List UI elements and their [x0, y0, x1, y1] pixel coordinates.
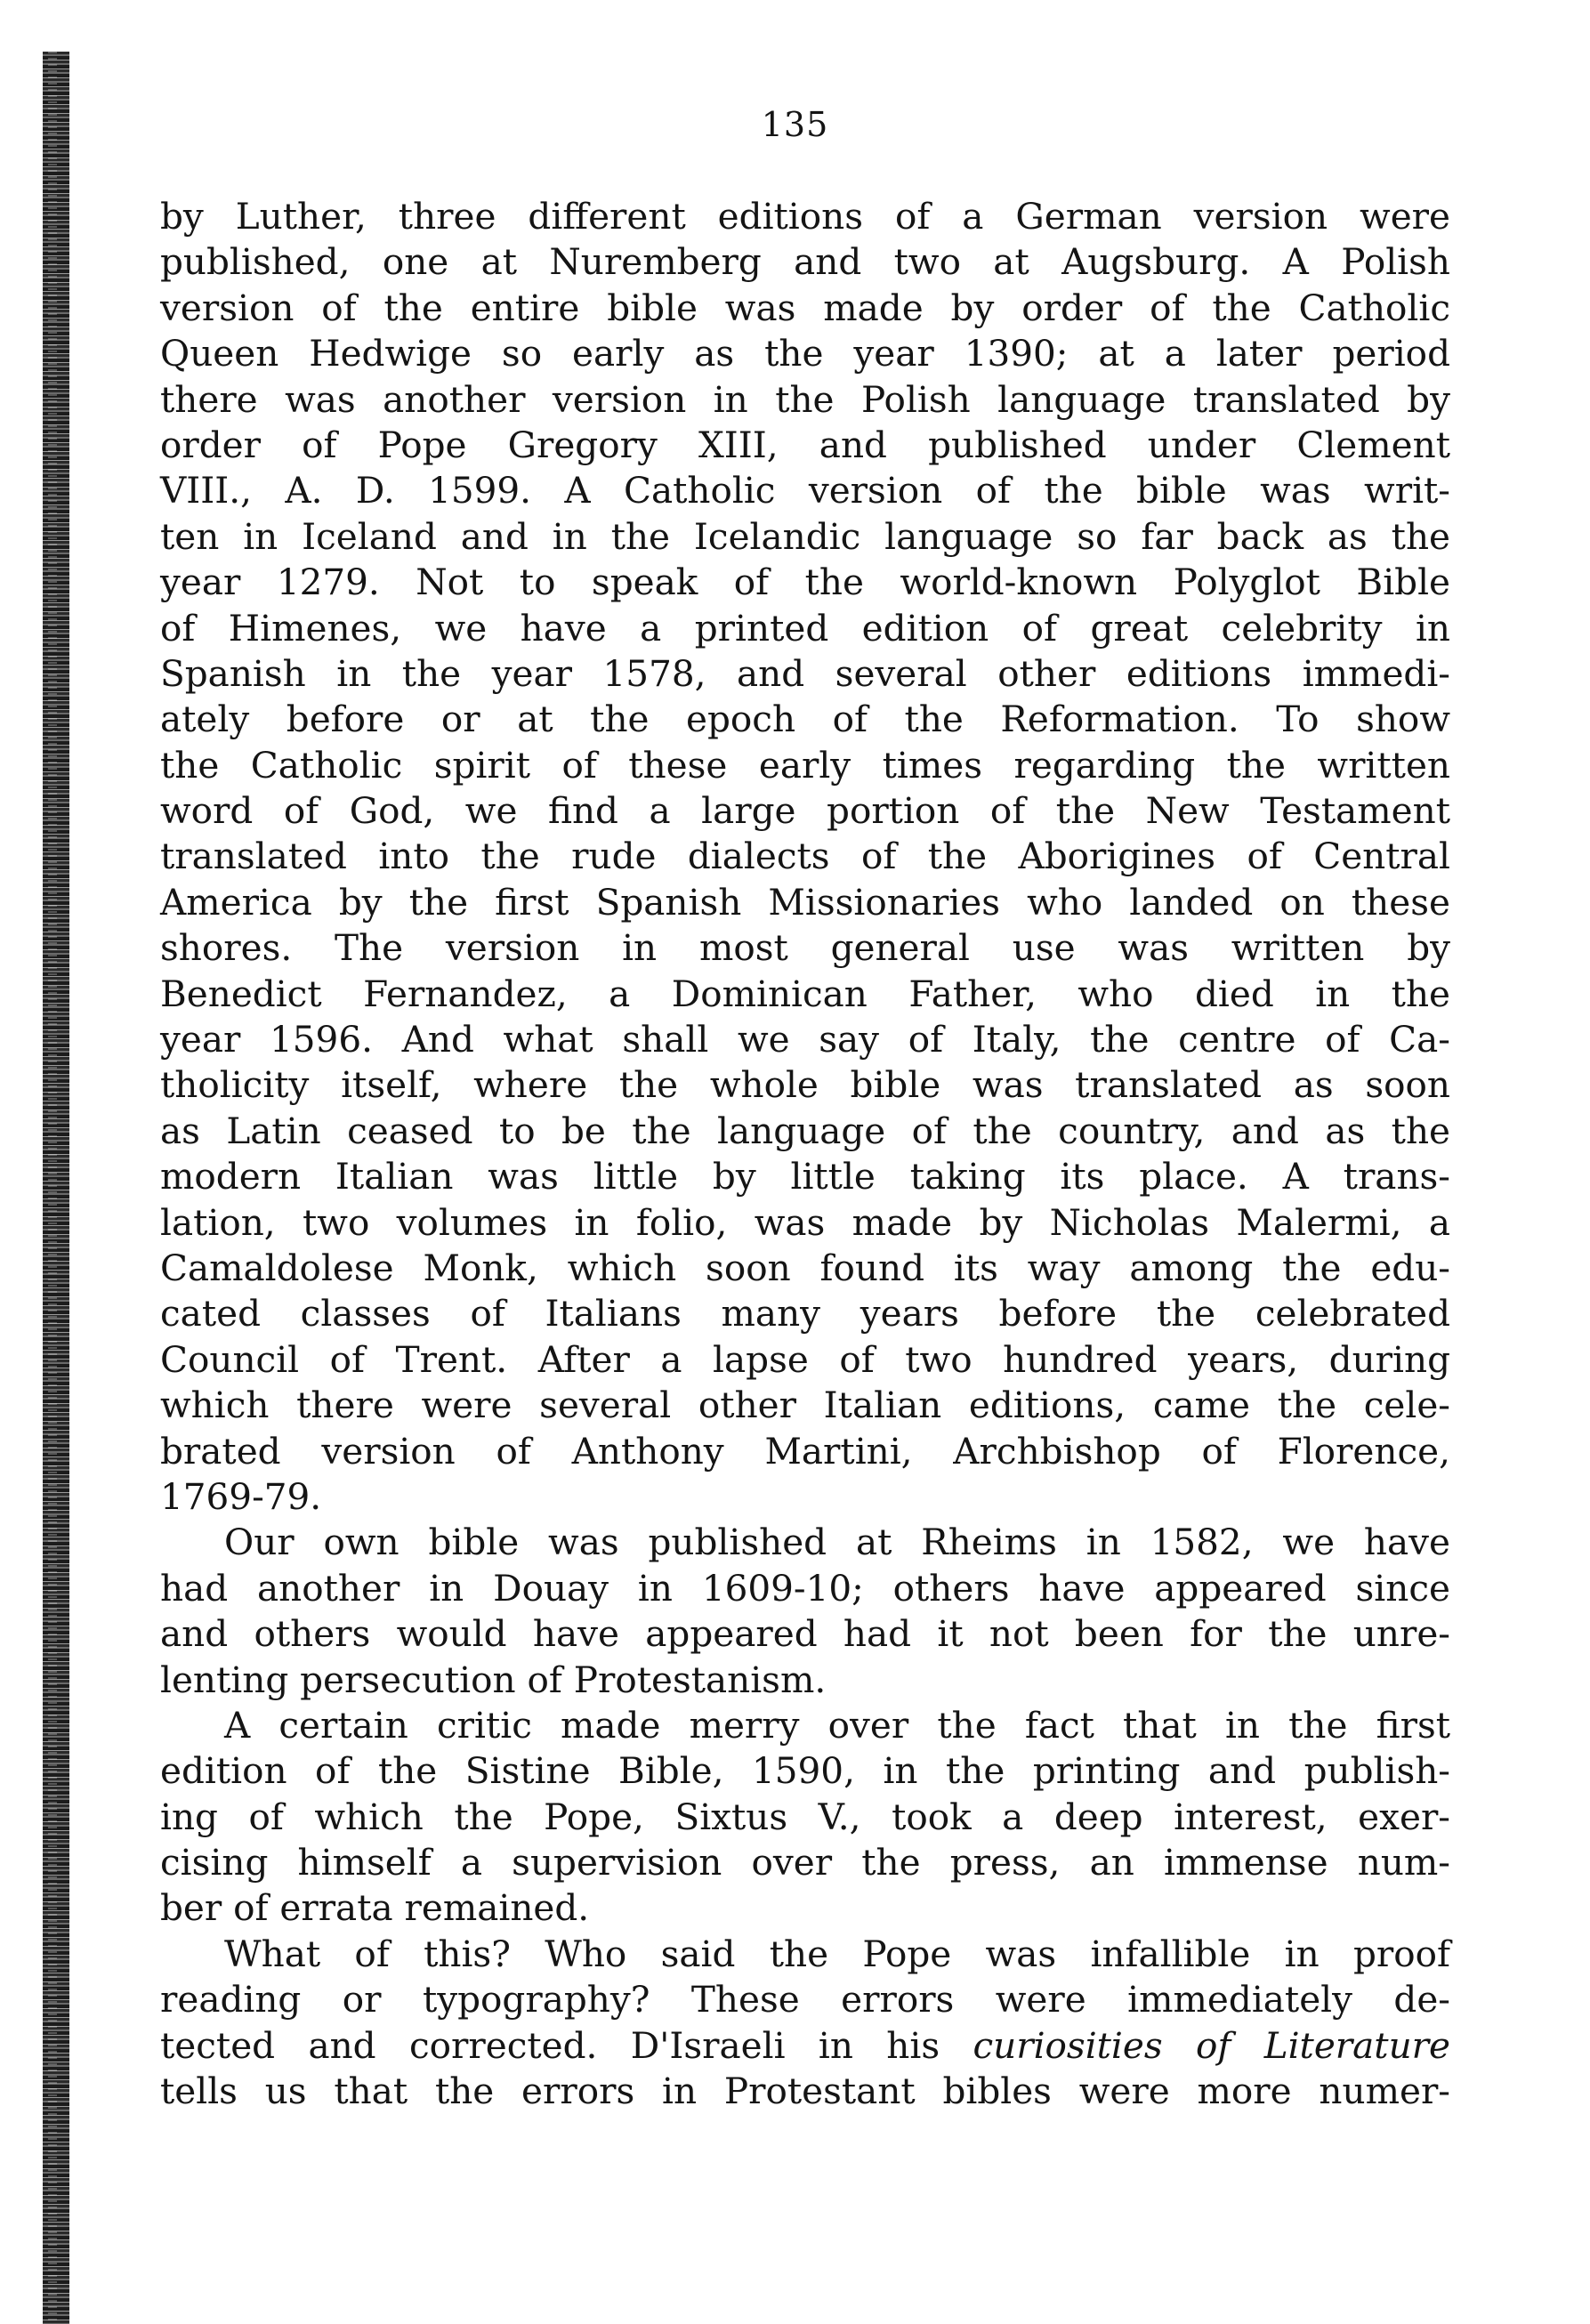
text-line-content: order of Pope Gregory XIII, and published under Clement	[160, 423, 1450, 466]
text-line	[160, 651, 1450, 697]
text-line-content: ber of errata remained.	[160, 1886, 590, 1930]
text-line	[160, 1383, 1450, 1428]
text-line-content: and others would have appeared had it not been for the unre-	[160, 1612, 1450, 1656]
text-line	[160, 1885, 1450, 1931]
text-line-content: tholicity itself, where the whole bible was translated as soon	[160, 1063, 1450, 1107]
text-line	[160, 2069, 1450, 2114]
text-line	[160, 1246, 1450, 1291]
text-line	[160, 972, 1450, 1017]
text-line	[160, 925, 1450, 971]
text-line	[160, 1337, 1450, 1383]
text-line	[160, 194, 1450, 239]
text-line	[160, 788, 1450, 834]
text-line-content: lation, two volumes in folio, was made by Nicholas Malermi, a	[160, 1200, 1450, 1244]
text-line-content: the Catholic spirit of these early times regarding the written	[160, 743, 1450, 787]
text-line	[160, 1932, 1450, 1977]
text-line-content: VIII., A. D. 1599. A Catholic version of the bible was writ-	[160, 469, 1450, 512]
text-line-content: as Latin ceased to be the language of the country, and as the	[160, 1109, 1450, 1152]
text-line-content: America by the first Spanish Missionaries who landed on these	[160, 880, 1450, 924]
text-line-content: tected and corrected. D'Israeli in his	[160, 2023, 973, 2067]
text-line	[160, 2023, 1450, 2069]
text-line-content: which there were several other Italian editions, came the cele-	[160, 1384, 1450, 1427]
text-line-content: shores. The version in most general use was written by	[160, 926, 1450, 970]
text-line	[160, 1748, 1450, 1794]
text-line-content: What of this? Who said the Pope was infallible in proof	[224, 1932, 1450, 1975]
text-line-content: word of God, we find a large portion of the New Testament	[160, 789, 1450, 833]
text-line	[160, 1795, 1450, 1840]
text-line-content: edition of the Sistine Bible, 1590, in the printing and publish-	[160, 1749, 1450, 1793]
text-line	[160, 560, 1450, 605]
text-line	[160, 239, 1450, 285]
text-line	[160, 1062, 1450, 1108]
text-line	[160, 1611, 1450, 1657]
book-binding-edge	[43, 52, 69, 2324]
text-line-content: modern Italian was little by little taking its place. A trans-	[160, 1155, 1450, 1198]
italic-title: curiosities of Literature	[973, 2023, 1450, 2067]
text-line-content: there was another version in the Polish language translated by	[160, 377, 1450, 421]
text-line-content: A certain critic made merry over the fact that in the first	[224, 1703, 1450, 1747]
page-number: 135	[761, 105, 829, 144]
text-line	[160, 1658, 1450, 1703]
text-line-content: had another in Douay in 1609-10; others have appeared since	[160, 1566, 1450, 1610]
text-line-content: ten in Iceland and in the Icelandic language so far back as the	[160, 514, 1450, 558]
body-text	[160, 194, 1450, 2114]
text-line	[160, 1429, 1450, 1474]
text-line-content: of Himenes, we have a printed edition of great celebrity in	[160, 606, 1450, 650]
text-line	[160, 606, 1450, 651]
text-line-content: tells us that the errors in Protestant bibles were more numer-	[160, 2070, 1450, 2113]
text-line-content: ately before or at the epoch of the Reformation. To show	[160, 698, 1450, 741]
text-line	[160, 1200, 1450, 1246]
text-line	[160, 1474, 1450, 1520]
text-line-content: ing of which the Pope, Sixtus V., took a deep interest, exer-	[160, 1795, 1450, 1838]
text-line	[160, 880, 1450, 925]
text-line	[160, 514, 1450, 560]
text-line	[160, 423, 1450, 468]
text-line	[160, 1154, 1450, 1199]
text-line-content: Our own bible was published at Rheims in 1582, we have	[224, 1521, 1450, 1564]
text-line	[160, 377, 1450, 423]
text-line	[160, 1703, 1450, 1748]
text-line-content: Spanish in the year 1578, and several other editions immedi-	[160, 651, 1450, 695]
text-line-content: lenting persecution of Protestanism.	[160, 1658, 827, 1701]
text-line-content: Camaldolese Monk, which soon found its way among the edu-	[160, 1246, 1450, 1289]
text-line-content: version of the entire bible was made by order of the Catholic	[160, 286, 1450, 329]
text-line	[160, 286, 1450, 331]
text-line	[160, 743, 1450, 788]
text-line	[160, 1109, 1450, 1154]
text-line-content: published, one at Nuremberg and two at Augsburg. A Polish	[160, 240, 1450, 284]
text-line-content: brated version of Anthony Martini, Archbishop of Florence,	[160, 1429, 1450, 1473]
text-line-content: Queen Hedwige so early as the year 1390; at a later period	[160, 332, 1450, 375]
text-line-content: cated classes of Italians many years before the celebrated	[160, 1292, 1450, 1335]
text-line-content: reading or typography? These errors were immediately de-	[160, 1978, 1450, 2021]
text-line	[160, 1977, 1450, 2022]
text-line	[160, 834, 1450, 879]
text-line-content: translated into the rude dialects of the Aborigines of Central	[160, 835, 1450, 878]
text-line-content: 1769-79.	[160, 1474, 322, 1518]
text-line	[160, 468, 1450, 513]
text-line	[160, 1566, 1450, 1611]
text-line-content: year 1279. Not to speak of the world-known Polyglot Bible	[160, 561, 1450, 604]
text-line	[160, 1520, 1450, 1565]
text-line	[160, 331, 1450, 376]
text-line	[160, 1840, 1450, 1885]
text-line	[160, 1291, 1450, 1336]
text-line	[160, 697, 1450, 742]
text-line-content: Benedict Fernandez, a Dominican Father, who died in the	[160, 972, 1450, 1015]
text-line-content: cising himself a supervision over the press, an immense num-	[160, 1841, 1450, 1884]
text-line-content: by Luther, three different editions of a German version were	[160, 195, 1450, 238]
text-line-content: year 1596. And what shall we say of Italy, the centre of Ca-	[160, 1018, 1450, 1061]
text-line-content: Council of Trent. After a lapse of two hundred years, during	[160, 1337, 1450, 1381]
text-line	[160, 1017, 1450, 1062]
